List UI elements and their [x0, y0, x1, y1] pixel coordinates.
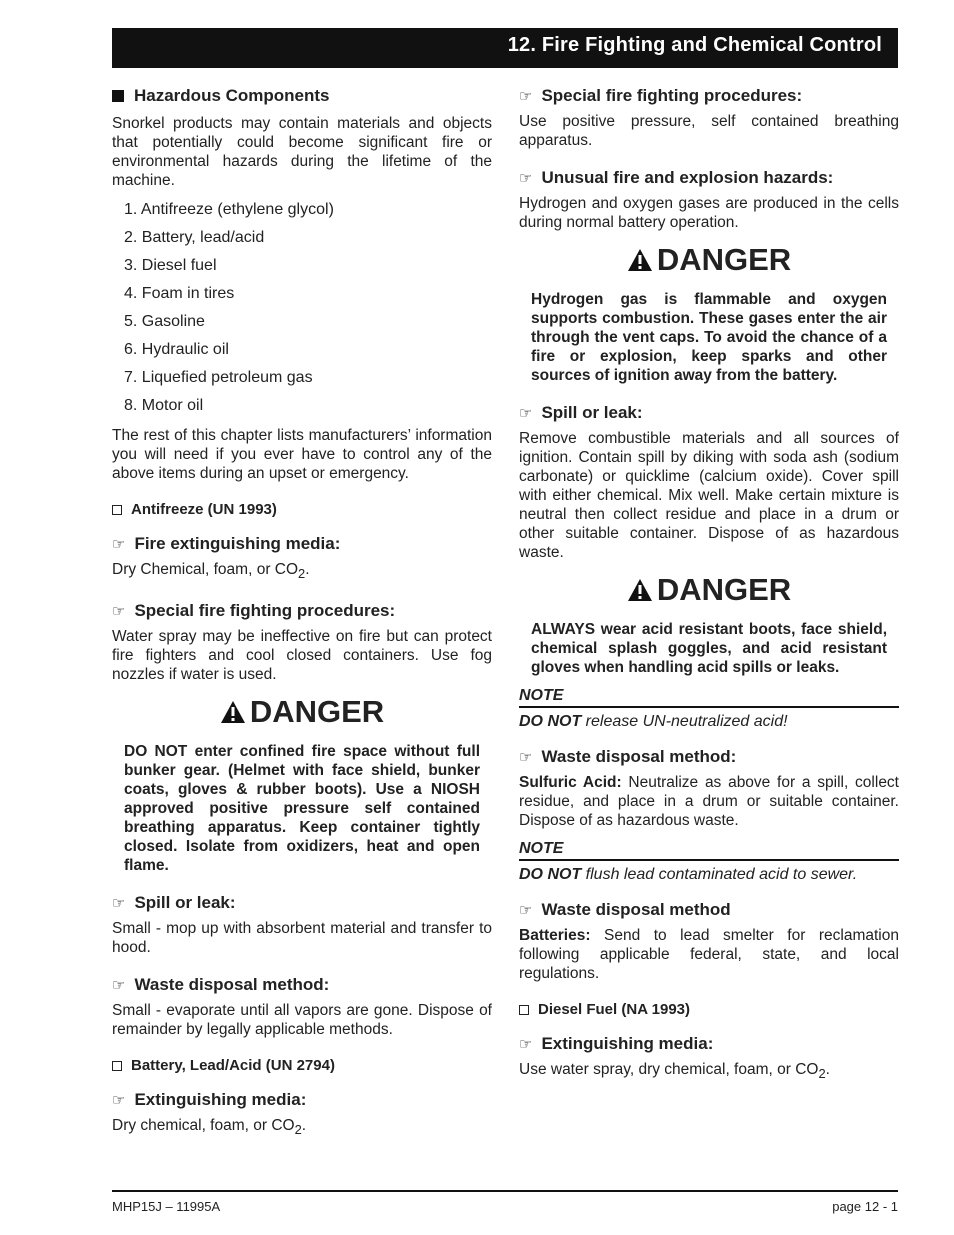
note-text: DO NOT release UN-neutralized acid! [519, 713, 788, 730]
danger-text: ALWAYS wear acid resistant boots, face shield, chemical splash goggles, and acid resistant gloves when handling acid spills or leaks. [531, 621, 887, 676]
special-procedures-heading [112, 601, 492, 621]
spill-heading [112, 893, 492, 913]
antifreeze-title: Antifreeze (UN 1993) [131, 501, 277, 518]
diesel-heading [519, 1001, 899, 1018]
waste-heading [519, 747, 899, 767]
components-list [112, 200, 492, 416]
special-procedures-text: Water spray may be ineffective on fire but can protect fire fighters and cool closed containers. Use fog nozzles if water is used. [112, 628, 492, 684]
note-label: NOTE [519, 687, 899, 708]
danger-label: DANGER [656, 242, 792, 277]
special-procedures-heading [519, 86, 899, 106]
waste-heading [519, 900, 899, 920]
waste-text: Batteries: Send to lead smelter for reclamation following applicable federal, state, and local regulations. [519, 927, 899, 982]
danger-label: DANGER [249, 694, 385, 730]
danger-label: DANGER [656, 572, 792, 607]
checkbox-icon [112, 505, 122, 515]
pointing-hand-icon: ☞ [519, 902, 533, 919]
footer-rule [112, 1190, 898, 1192]
list-item: 2. Battery, lead/acid [124, 229, 265, 246]
checkbox-icon [519, 1005, 529, 1015]
square-bullet-icon [112, 90, 124, 102]
danger-box-hydrogen [519, 242, 899, 385]
waste-title: Waste disposal method [541, 900, 731, 919]
danger-text: Hydrogen gas is flammable and oxygen supports combustion. These gases enter the air through the vent caps. To avoid the chance of a fire or explosion, keep sparks and other sources of ignition away from the battery. [531, 291, 887, 384]
battery-title: Battery, Lead/Acid (UN 2794) [131, 1057, 335, 1075]
warning-triangle-icon [627, 248, 653, 272]
spill-text: Remove combustible materials and all sources of ignition. Contain spill by diking with soda ash (sodium carbonate) or quicklime (calcium oxide). Cover spill with either chemical. Mix well. Make certain mixture is neutral then collect residue and place in a drum or other suitable container. Dispose of as hazardous waste. [519, 430, 899, 561]
list-item: 6. Hydraulic oil [124, 341, 229, 358]
unusual-hazards-title: Unusual fire and explosion hazards: [541, 168, 834, 187]
pointing-hand-icon: ☞ [519, 405, 533, 422]
special-procedures-title: Special fire fighting procedures: [541, 86, 803, 105]
list-item: 8. Motor oil [124, 397, 204, 414]
danger-heading [112, 694, 492, 730]
pointing-hand-icon: ☞ [112, 603, 126, 621]
waste-heading [112, 975, 492, 995]
note-text: DO NOT flush lead contaminated acid to sewer. [519, 866, 858, 883]
danger-heading [519, 242, 899, 278]
pointing-hand-icon: ☞ [112, 536, 126, 553]
list-item: 4. Foam in tires [124, 285, 235, 302]
note-sewer [519, 840, 899, 884]
waste-title: Waste disposal method: [541, 747, 737, 766]
chapter-title: 12. Fire Fighting and Chemical Control [507, 34, 882, 56]
danger-box-acid [519, 572, 899, 677]
extinguishing-heading [112, 1090, 492, 1110]
extinguishing-text: Use water spray, dry chemical, foam, or $CO_2$. [519, 1061, 830, 1082]
unusual-hazards-heading [519, 168, 899, 188]
unusual-hazards-text: Hydrogen and oxygen gases are produced in the cells during normal battery operation. [519, 195, 899, 231]
pointing-hand-icon: ☞ [519, 749, 533, 766]
note-label: NOTE [519, 840, 899, 861]
right-column [519, 86, 899, 1093]
spill-text: Small - mop up with absorbent material and transfer to hood. [112, 920, 492, 957]
footer-doc-id: MHP15J – 11995A [112, 1199, 221, 1214]
pointing-hand-icon: ☞ [112, 895, 126, 913]
warning-triangle-icon [627, 578, 653, 602]
hazardous-components-title: Hazardous Components [134, 86, 330, 105]
extinguishing-title: Extinguishing media: [134, 1090, 307, 1110]
fire-media-text: Dry Chemical, foam, or $CO_2$. [112, 561, 310, 582]
pointing-hand-icon: ☞ [112, 1092, 126, 1110]
battery-heading [112, 1057, 492, 1074]
extinguishing-title: Extinguishing media: [541, 1034, 714, 1053]
fire-media-title: Fire extinguishing media: [134, 534, 341, 553]
antifreeze-heading [112, 501, 492, 518]
list-item: 5. Gasoline [124, 313, 205, 330]
pointing-hand-icon: ☞ [519, 88, 533, 105]
spill-title: Spill or leak: [541, 403, 643, 422]
note-neutralized-acid [519, 687, 899, 731]
extinguishing-text: Dry chemical, foam, or $CO_2$. [112, 1117, 307, 1138]
spill-title: Spill or leak: [134, 893, 236, 913]
waste-title: Waste disposal method: [134, 975, 330, 995]
list-item: 3. Diesel fuel [124, 257, 217, 274]
list-item: 7. Liquefied petroleum gas [124, 369, 313, 386]
waste-text: Sulfuric Acid: Neutralize as above for a spill, collect residue, and place in a drum or suitable container. Dispose of as hazardous waste. [519, 774, 899, 829]
special-procedures-title: Special fire fighting procedures: [134, 601, 396, 621]
checkbox-icon [112, 1061, 122, 1071]
chapter-header-bar [112, 28, 898, 68]
danger-box-confined-space [112, 694, 492, 875]
fire-media-heading [112, 534, 492, 554]
rest-paragraph: The rest of this chapter lists manufacturers’ information you will need if you ever have to control any of the above items during an upset or emergency. [112, 427, 492, 482]
special-procedures-text: Use positive pressure, self contained breathing apparatus. [519, 113, 899, 149]
pointing-hand-icon: ☞ [519, 1036, 533, 1053]
list-item: 1. Antifreeze (ethylene glycol) [124, 201, 334, 218]
danger-text: DO NOT enter confined fire space without full bunker gear. (Helmet with face shield, bunker coats, gloves & rubber boots). Use a NIOSH approved positive pressure self contained breathing apparatus. Keep container tightly closed. Isolate from oxidizers, heat and open flame. [124, 743, 480, 875]
diesel-title: Diesel Fuel (NA 1993) [538, 1001, 690, 1018]
spill-heading [519, 403, 899, 423]
footer-page-number: page 12 - 1 [832, 1199, 898, 1214]
waste-text: Small - evaporate until all vapors are gone. Dispose of remainder by legally applicable methods. [112, 1002, 492, 1039]
pointing-hand-icon: ☞ [519, 170, 533, 187]
intro-paragraph: Snorkel products may contain materials and objects that potentially could become significant fire or environmental hazards during the lifetime of the machine. [112, 115, 492, 189]
danger-heading [519, 572, 899, 608]
left-column [112, 86, 492, 1149]
warning-triangle-icon [220, 700, 246, 724]
hazardous-components-heading [112, 86, 492, 106]
pointing-hand-icon: ☞ [112, 977, 126, 995]
extinguishing-heading [519, 1034, 899, 1054]
